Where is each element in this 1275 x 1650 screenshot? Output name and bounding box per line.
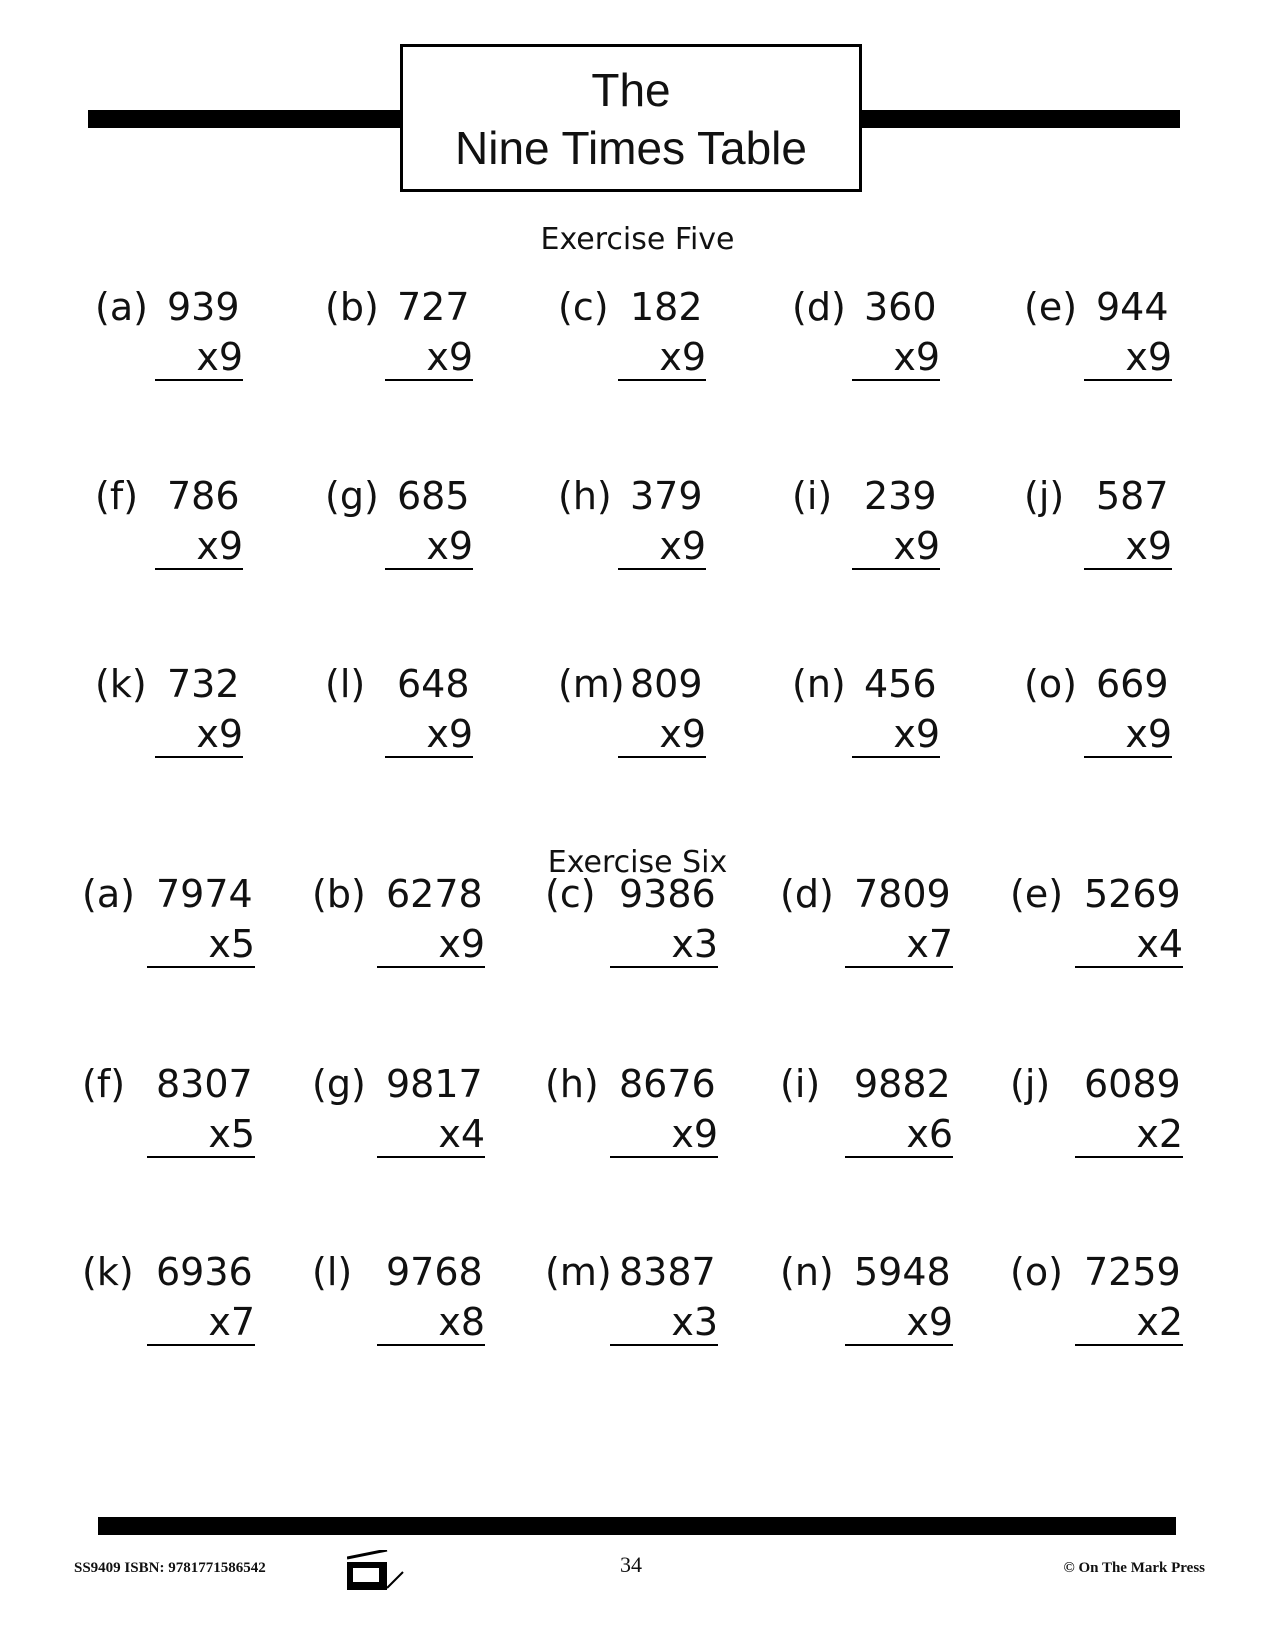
problem-multiplier: x2 <box>1075 1112 1183 1158</box>
problem-multiplier: x9 <box>852 524 940 570</box>
problem-multiplier: x9 <box>845 1300 953 1346</box>
footer-copyright: © On The Mark Press <box>1063 1560 1205 1576</box>
problem-number: 727 <box>397 285 470 329</box>
problem-m <box>558 662 778 772</box>
problem-label: (m) <box>558 662 625 706</box>
problem-label: (d) <box>780 872 834 916</box>
problem-number: 9817 <box>386 1062 483 1106</box>
problem-label: (c) <box>558 285 609 329</box>
problem-multiplier: x9 <box>377 922 485 968</box>
footer-rule <box>98 1517 1176 1535</box>
problem-label: (b) <box>312 872 366 916</box>
problem-multiplier: x9 <box>852 712 940 758</box>
problem-e <box>1010 872 1230 982</box>
problem-m <box>545 1250 765 1360</box>
problem-n <box>792 662 1012 772</box>
problem-l <box>325 662 545 772</box>
problem-c <box>545 872 765 982</box>
problem-number: 6936 <box>156 1250 253 1294</box>
problem-label: (h) <box>558 474 612 518</box>
problem-number: 360 <box>864 285 937 329</box>
page-number: 34 <box>620 1552 642 1577</box>
problem-b <box>312 872 532 982</box>
problem-multiplier: x8 <box>377 1300 485 1346</box>
problem-label: (a) <box>82 872 135 916</box>
problem-multiplier: x9 <box>155 524 243 570</box>
problem-multiplier: x9 <box>1084 335 1172 381</box>
problem-number: 809 <box>630 662 703 706</box>
page-title <box>400 44 862 192</box>
problem-number: 8307 <box>156 1062 253 1106</box>
problem-d <box>780 872 1000 982</box>
problem-label: (o) <box>1024 662 1077 706</box>
problem-number: 182 <box>630 285 703 329</box>
problem-number: 7259 <box>1084 1250 1181 1294</box>
exercise-six-heading: Exercise Six <box>547 845 728 880</box>
problem-number: 9882 <box>854 1062 951 1106</box>
problem-label: (o) <box>1010 1250 1063 1294</box>
problem-multiplier: x9 <box>618 335 706 381</box>
problem-number: 587 <box>1096 474 1169 518</box>
problem-number: 6089 <box>1084 1062 1181 1106</box>
problem-f <box>82 1062 302 1172</box>
problem-label: (k) <box>82 1250 134 1294</box>
problem-multiplier: x9 <box>1084 524 1172 570</box>
problem-multiplier: x9 <box>852 335 940 381</box>
problem-label: (m) <box>545 1250 612 1294</box>
problem-label: (c) <box>545 872 596 916</box>
problem-number: 239 <box>864 474 937 518</box>
problem-d <box>792 285 1012 395</box>
problem-label: (d) <box>792 285 846 329</box>
problem-number: 8387 <box>619 1250 716 1294</box>
problem-multiplier: x3 <box>610 922 718 968</box>
problem-label: (l) <box>312 1250 353 1294</box>
problem-multiplier: x4 <box>377 1112 485 1158</box>
problem-label: (l) <box>325 662 366 706</box>
problem-multiplier: x5 <box>147 922 255 968</box>
header-rule-right <box>860 110 1180 128</box>
problem-number: 6278 <box>386 872 483 916</box>
problem-multiplier: x2 <box>1075 1300 1183 1346</box>
problem-number: 786 <box>167 474 240 518</box>
problem-label: (b) <box>325 285 379 329</box>
title-line2: Nine Times Table <box>455 122 807 174</box>
problem-label: (e) <box>1024 285 1078 329</box>
problem-i <box>792 474 1012 584</box>
problem-label: (e) <box>1010 872 1064 916</box>
problem-multiplier: x9 <box>155 712 243 758</box>
problem-c <box>558 285 778 395</box>
problem-label: (k) <box>95 662 147 706</box>
problem-label: (f) <box>82 1062 126 1106</box>
problem-number: 5269 <box>1084 872 1181 916</box>
problem-number: 9386 <box>619 872 716 916</box>
problem-g <box>312 1062 532 1172</box>
problem-number: 5948 <box>854 1250 951 1294</box>
problem-multiplier: x9 <box>385 712 473 758</box>
header-rule-left <box>88 110 403 128</box>
book-logo-icon <box>347 1550 407 1590</box>
problem-number: 685 <box>397 474 470 518</box>
problem-multiplier: x9 <box>618 524 706 570</box>
problem-multiplier: x9 <box>618 712 706 758</box>
problem-g <box>325 474 545 584</box>
problem-multiplier: x9 <box>155 335 243 381</box>
problem-h <box>545 1062 765 1172</box>
problem-number: 648 <box>397 662 470 706</box>
problem-label: (j) <box>1010 1062 1051 1106</box>
problem-label: (a) <box>95 285 148 329</box>
problem-multiplier: x6 <box>845 1112 953 1158</box>
problem-multiplier: x7 <box>147 1300 255 1346</box>
problem-f <box>95 474 315 584</box>
problem-b <box>325 285 545 395</box>
problem-a <box>95 285 315 395</box>
problem-o <box>1010 1250 1230 1360</box>
problem-label: (j) <box>1024 474 1065 518</box>
problem-multiplier: x7 <box>845 922 953 968</box>
problem-label: (n) <box>780 1250 834 1294</box>
problem-l <box>312 1250 532 1360</box>
problem-label: (f) <box>95 474 139 518</box>
problem-label: (g) <box>325 474 379 518</box>
problem-multiplier: x4 <box>1075 922 1183 968</box>
problem-label: (h) <box>545 1062 599 1106</box>
footer-code-isbn: SS9409 ISBN: 9781771586542 <box>74 1560 266 1576</box>
problem-multiplier: x9 <box>610 1112 718 1158</box>
problem-number: 7974 <box>156 872 253 916</box>
problem-number: 8676 <box>619 1062 716 1106</box>
problem-i <box>780 1062 1000 1172</box>
problem-label: (n) <box>792 662 846 706</box>
problem-a <box>82 872 302 982</box>
exercise-five-heading: Exercise Five <box>540 222 735 257</box>
problem-label: (i) <box>780 1062 821 1106</box>
problem-label: (g) <box>312 1062 366 1106</box>
problem-label: (i) <box>792 474 833 518</box>
problem-e <box>1024 285 1244 395</box>
problem-number: 944 <box>1096 285 1169 329</box>
problem-k <box>95 662 315 772</box>
problem-number: 939 <box>167 285 240 329</box>
problem-number: 9768 <box>386 1250 483 1294</box>
problem-j <box>1024 474 1244 584</box>
problem-number: 456 <box>864 662 937 706</box>
problem-multiplier: x9 <box>385 524 473 570</box>
problem-o <box>1024 662 1244 772</box>
problem-k <box>82 1250 302 1360</box>
problem-number: 7809 <box>854 872 951 916</box>
problem-number: 732 <box>167 662 240 706</box>
problem-number: 669 <box>1096 662 1169 706</box>
problem-j <box>1010 1062 1230 1172</box>
problem-multiplier: x5 <box>147 1112 255 1158</box>
problem-number: 379 <box>630 474 703 518</box>
problem-multiplier: x9 <box>1084 712 1172 758</box>
title-line1: The <box>591 64 671 116</box>
problem-n <box>780 1250 1000 1360</box>
problem-multiplier: x9 <box>385 335 473 381</box>
problem-h <box>558 474 778 584</box>
problem-multiplier: x3 <box>610 1300 718 1346</box>
